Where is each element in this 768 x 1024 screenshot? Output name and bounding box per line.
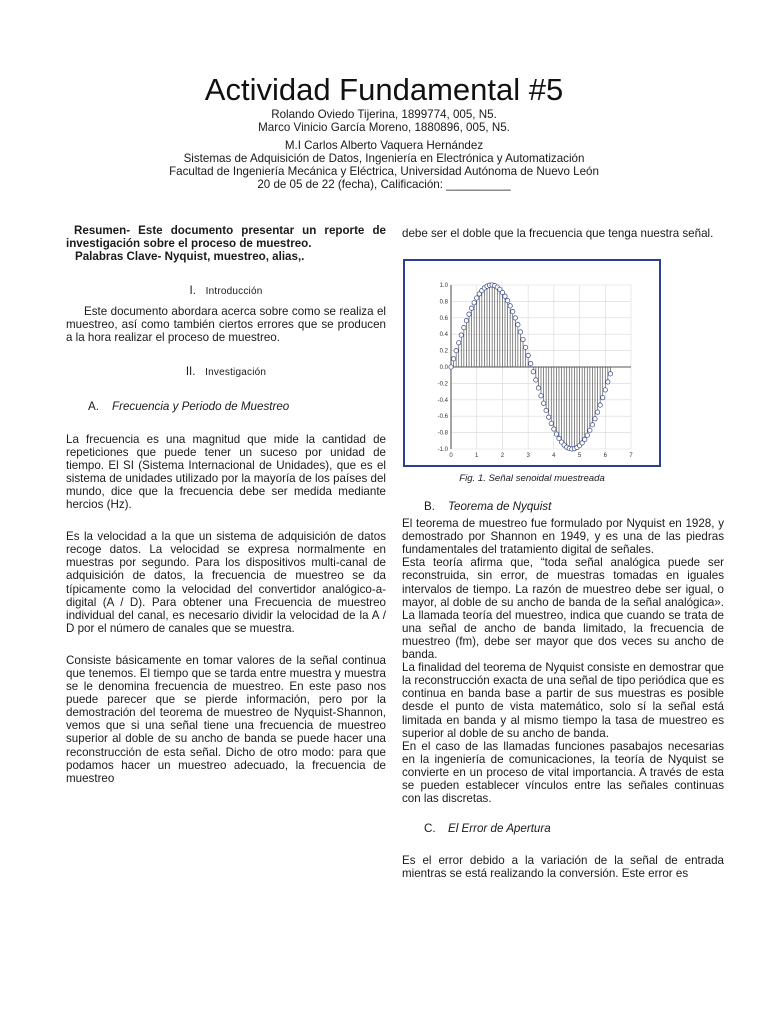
sample-point	[583, 437, 587, 441]
sample-point	[518, 330, 522, 334]
sample-point	[508, 304, 512, 308]
sample-point	[521, 337, 525, 341]
x-tick-label: 4	[552, 453, 556, 459]
frecuencia-paragraph-3: Consiste básicamente en tomar valores de la señal continua que tenemos. El tiempo que se tarda entre muestra y muestra se le denomina frecuencia de muestreo. En este paso nos puede parecer que se pierde información, pero por la demostración del teorema de muestreo de Nyquist-Shannon, vemos que si una señal tiene una frecuencia de muestreo superior al doble de su ancho de banda se puede hacer una reconstrucción de esta señal. Dicho de otro modo: para que podamos hacer un muestreo adecuado, la frecuencia de muestreo	[66, 653, 386, 785]
sample-point	[608, 372, 612, 376]
y-tick-label: 0.8	[439, 299, 448, 306]
sample-point	[529, 361, 533, 365]
frecuencia-paragraph-2: Es la velocidad a la que un sistema de adquisición de datos recoge datos. La velocidad se expresa normalmente en muestras por segundo. Para los dispositivos multi-canal de adquisición de datos, la frecuencia de muestreo se da típicamente como la velocidad del convertidor analógico-a-digital (A / D). Para obtener una Frecuencia de muestreo individual del canal, es necesario dividir la velocidad de la A / D por el número de canales que se muestra.	[66, 530, 386, 635]
right-column-bottom	[402, 500, 724, 880]
sample-point	[531, 370, 535, 374]
y-tick-label: -0.8	[437, 430, 448, 437]
frecuencia-paragraph-1: La frecuencia es una magnitud que mide la cantidad de repeticiones que puede tener un suceso por unidad de tiempo. El SI (Sistema Internacional de Unidades), que es el sistema de unidades utilizado por la mayoría de los países del mundo, dice que la frecuencia debe ser medida mediante hercios (Hz).	[66, 432, 386, 512]
left-column	[66, 224, 386, 785]
sample-point	[464, 318, 468, 322]
sample-point	[457, 341, 461, 345]
x-tick-label: 0	[449, 453, 453, 459]
author-line-1: Rolando Oviedo Tijerina, 1899774, 005, N5.	[271, 108, 497, 121]
subsection-title: El Error de Apertura	[448, 822, 551, 836]
sampled-sine-chart	[405, 261, 659, 465]
y-tick-label: 0.2	[439, 348, 448, 355]
paper-title: Actividad Fundamental #5	[204, 72, 564, 107]
nyquist-paragraph-2: Esta teoría afirma que, “toda señal analógica puede ser reconstruida, sin error, de muestras tomadas en iguales intervalos de tiempo. La razón de muestreo debe ser igual, o mayor, al doble de su ancho de banda de la señal analógica». La llamada teoría del muestreo, indica que cuando se trata de una señal de ancho de banda limitado, la frecuencia de muestreo (fm), debe ser mayor que dos veces su ancho de banda.	[402, 556, 724, 662]
sample-point	[585, 433, 589, 437]
y-tick-label: -0.4	[437, 397, 448, 404]
sample-point	[541, 401, 545, 405]
sample-point	[462, 325, 466, 329]
sample-point	[534, 378, 538, 382]
section-heading-investigacion	[66, 365, 386, 379]
sample-point	[547, 415, 551, 419]
section-number: II.	[185, 365, 196, 379]
sample-point	[593, 417, 597, 421]
keywords-text: Palabras Clave- Nyquist, muestreo, alias,.	[75, 250, 305, 263]
right-column-top	[402, 227, 724, 240]
sample-point	[526, 353, 530, 357]
sample-point	[539, 394, 543, 398]
subsection-letter: C.	[424, 822, 436, 836]
sample-point	[449, 365, 453, 369]
subsection-letter: B.	[424, 500, 435, 513]
x-tick-label: 7	[629, 453, 633, 459]
sample-point	[549, 421, 553, 425]
sample-point	[472, 301, 476, 305]
nyquist-paragraph-3: La finalidad del teorema de Nyquist consiste en demostrar que la reconstrucción exacta de una señal de tipo periódica que es continua en banda base a partir de sus muestras es posible desde el punto de vista matemático, solo sí la señal está limitada en banda y al mismo tiempo la tasa de muestreo es superior al doble de su ancho de banda.	[402, 661, 724, 740]
sample-point	[598, 403, 602, 407]
nyquist-paragraph-4: En el caso de las llamadas funciones pasabajos necesarias en la ingeniería de comunicaciones, la teoría de Nyquist se convierte en un proceso de vital importancia. A través de esta se pueden establecer vínculos entre las señales continuas con las discretas.	[402, 739, 724, 806]
y-tick-label: 0.0	[439, 365, 448, 371]
x-tick-label: 6	[603, 453, 607, 459]
continuation-paragraph: debe ser el doble que la frecuencia que tenga nuestra señal.	[402, 227, 714, 240]
sample-point	[454, 349, 458, 353]
date-grade-line: 20 de 05 de 22 (fecha), Calificación: __________	[257, 178, 511, 191]
sample-point	[503, 294, 507, 298]
x-tick-label: 3	[526, 453, 530, 459]
sample-point	[516, 323, 520, 327]
y-tick-label: -0.6	[437, 414, 448, 421]
sample-point	[513, 316, 517, 320]
nyquist-paragraph-1: El teorema de muestreo fue formulado por Nyquist en 1928, y demostrado por Shannon en 1949, y es una de las piedras fundamentales del tratamiento digital de señales.	[402, 517, 724, 557]
y-tick-label: -1.0	[437, 447, 448, 453]
intro-paragraph: Este documento abordara acerca sobre como se realiza el muestreo, así como también ciertos errores que se producen a la hora realizar el proceso de muestreo.	[66, 305, 386, 345]
sample-point	[544, 408, 548, 412]
advisor-line: M.I Carlos Alberto Vaquera Hernández	[284, 139, 484, 152]
sample-point	[536, 386, 540, 390]
x-tick-label: 5	[577, 453, 582, 459]
author-line-2: Marco Vinicio García Moreno, 1880896, 005, N5.	[258, 121, 510, 134]
section-title: Introducción	[205, 286, 263, 297]
apertura-paragraph-1: Es el error debido a la variación de la señal de entrada mientras se está realizando la conversión. Este error es	[402, 854, 724, 881]
section-title: Investigación	[205, 367, 267, 379]
sample-point	[606, 380, 610, 384]
sample-point	[511, 309, 515, 313]
sample-point	[523, 345, 527, 349]
subsection-title: Teorema de Nyquist	[448, 500, 552, 513]
y-tick-label: 0.6	[439, 315, 448, 322]
sample-point	[601, 395, 605, 399]
sample-point	[552, 427, 556, 431]
subsection-heading-frecuencia	[88, 400, 386, 413]
sample-point	[451, 357, 455, 361]
subsection-title: Frecuencia y Periodo de Muestreo	[112, 400, 290, 414]
sample-point	[554, 432, 558, 436]
subsection-heading-apertura	[424, 822, 724, 835]
y-tick-label: -0.2	[437, 381, 448, 388]
x-tick-label: 2	[500, 453, 505, 459]
subsection-letter: A.	[88, 400, 99, 414]
sample-point	[475, 296, 479, 300]
sample-point	[590, 423, 594, 427]
faculty-line: Facultad de Ingeniería Mecánica y Eléctrica, Universidad Autónoma de Nuevo León	[169, 165, 599, 178]
sample-point	[595, 410, 599, 414]
section-number: I.	[189, 284, 196, 297]
subsection-heading-nyquist	[424, 500, 724, 513]
y-tick-label: 0.4	[439, 332, 448, 339]
sample-point	[603, 388, 607, 392]
sampled-sine-figure	[403, 259, 661, 467]
figure-caption: Fig. 1. Señal senoidal muestreada	[459, 473, 605, 484]
sample-point	[469, 306, 473, 310]
section-heading-introduccion	[66, 284, 386, 298]
abstract-text: Resumen- Este documento presentar un reporte de investigación sobre el proceso de muestreo.	[66, 224, 386, 250]
x-tick-label: 1	[475, 453, 479, 459]
course-line: Sistemas de Adquisición de Datos, Ingeniería en Electrónica y Automatización	[183, 152, 585, 165]
sample-point	[467, 312, 471, 316]
y-tick-label: 1.0	[439, 283, 448, 289]
sample-point	[505, 299, 509, 303]
sample-point	[588, 428, 592, 432]
sample-point	[459, 333, 463, 337]
paper-header	[0, 72, 768, 191]
